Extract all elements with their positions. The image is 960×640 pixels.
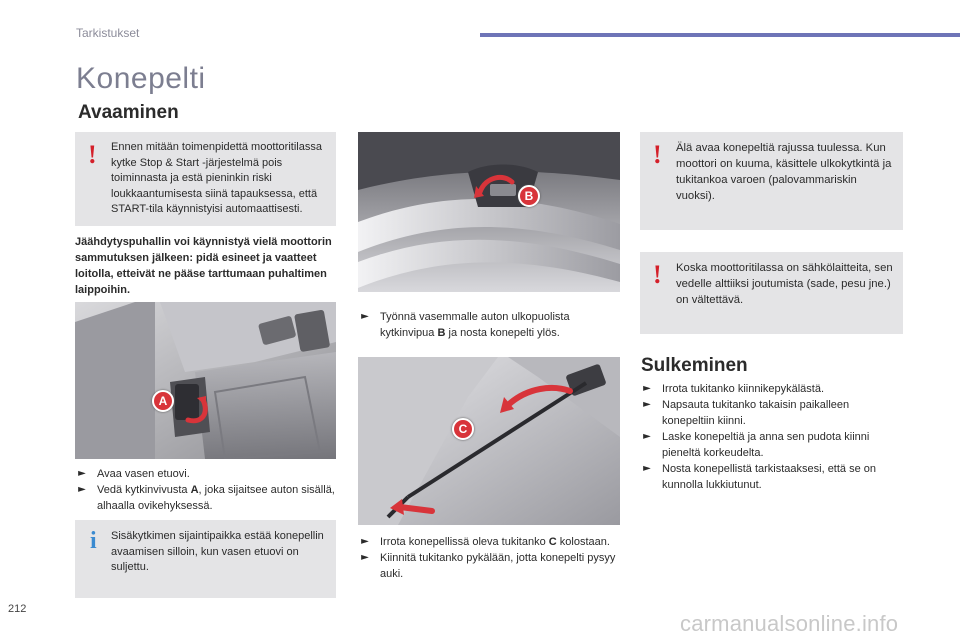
step-release-rod-c: ► Irrota konepellissä oleva tukitanko C kolostaan. <box>358 534 620 550</box>
section-label: Tarkistukset <box>76 26 140 40</box>
step-open-door: ► Avaa vasen etuovi. <box>75 466 339 482</box>
bullet-icon: ► <box>643 431 651 442</box>
info-icon: i <box>90 528 97 554</box>
warning-icon: ! <box>653 260 662 289</box>
bullet-icon: ► <box>361 311 369 322</box>
page-title: Konepelti <box>76 62 206 95</box>
warning-icon: ! <box>88 140 97 169</box>
callout-badge-c <box>452 418 474 440</box>
watermark: carmanualsonline.info <box>680 611 899 636</box>
closing-step: ► Napsauta tukitanko takaisin paikalleen konepeltiin kiinni. <box>640 397 904 429</box>
warning-text-electrical: Koska moottoritilassa on sähkölaitteita, sen vedelle alttiiksi joutumista (sade, pesu jne.) on vältettävä. <box>676 262 893 306</box>
closing-step: ► Laske konepeltiä ja anna sen pudota kiinni pieneltä korkeudelta. <box>640 429 904 461</box>
steps-exterior-release <box>358 309 620 341</box>
fan-warning-note: Jäähdytyspuhallin voi käynnistyä vielä moottorin sammutuksen jälkeen: pidä esineet ja vaatteet loitolla, etteivät ne pääse tarttumaan puhaltimen laippoihin. <box>75 236 332 296</box>
bullet-icon: ► <box>643 399 651 410</box>
bullet-icon: ► <box>78 484 86 495</box>
steps-support-rod <box>358 534 620 582</box>
steps-closing <box>640 381 904 493</box>
photo-interior-release-lever <box>75 302 336 459</box>
warning-icon: ! <box>653 140 662 169</box>
bullet-icon: ► <box>361 536 369 547</box>
closing-heading: Sulkeminen <box>641 355 748 376</box>
callout-label-a: A <box>158 394 168 408</box>
bullet-icon: ► <box>361 552 369 563</box>
photo-exterior-release-lever <box>358 132 620 292</box>
photo-support-rod <box>358 357 620 525</box>
closing-step: ► Nosta konepellistä tarkistaaksesi, että se on kunnolla lukkiutunut. <box>640 461 904 493</box>
callout-badge-a <box>152 390 174 412</box>
page-number: 212 <box>8 603 27 615</box>
opening-heading: Avaaminen <box>78 102 179 123</box>
bullet-icon: ► <box>78 468 86 479</box>
closing-step: ► Irrota tukitanko kiinnikepykälästä. <box>640 381 904 397</box>
warning-box-electrical <box>640 252 903 334</box>
steps-interior-release <box>75 466 339 514</box>
warning-text-stop-start: Ennen mitään toimenpidettä moottoritilassa kytke Stop & Start -järjestelmä pois toiminnasta ja estä pieninkin riski loukkaantumisesta siinä tapauksessa, että START-tila käynnistyisi automaattisesti. <box>111 141 322 216</box>
warning-box-wind <box>640 132 903 230</box>
step-pull-lever-a: ► Vedä kytkinvivusta A, joka sijaitsee auton sisällä, alhaalla ovikehyksessä. <box>75 482 339 514</box>
info-box-release-location <box>75 520 336 598</box>
step-fix-rod: ► Kiinnitä tukitanko pykälään, jotta konepelti pysyy auki. <box>358 550 620 582</box>
bullet-icon: ► <box>643 463 651 474</box>
step-push-lever-b: ► Työnnä vasemmalle auton ulkopuolista kytkinvipua B ja nosta konepelti ylös. <box>358 309 620 341</box>
warning-box-stop-start <box>75 132 336 226</box>
info-text-release-location: Sisäkytkimen sijaintipaikka estää konepellin avaamisen silloin, kun vasen etuovi on suljettu. <box>111 530 324 574</box>
callout-badge-b <box>518 185 540 207</box>
bullet-icon: ► <box>643 383 651 394</box>
callout-label-c: C <box>458 422 468 436</box>
header-accent-bar <box>480 33 960 37</box>
callout-label-b: B <box>524 189 534 203</box>
warning-text-wind: Älä avaa konepeltiä rajussa tuulessa. Kun moottori on kuuma, käsittele ulkokytkintä ja tukitankoa varoen (palovammariskin vuoksi). <box>676 142 892 202</box>
